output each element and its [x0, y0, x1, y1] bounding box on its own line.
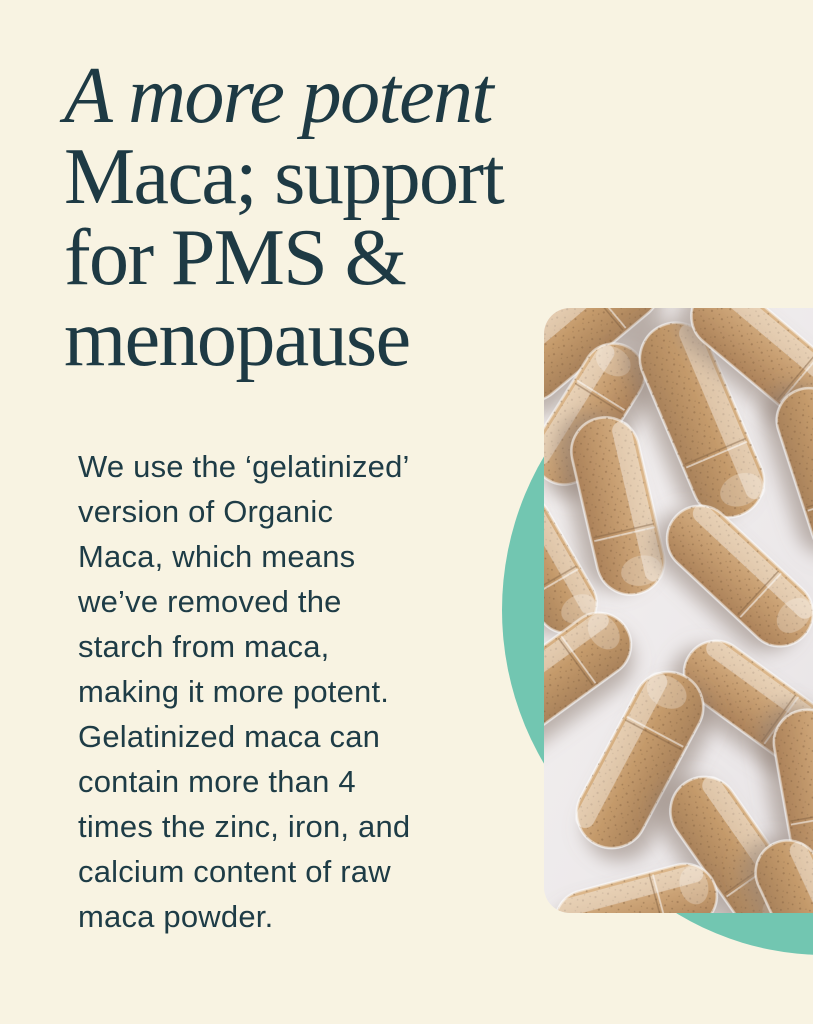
maca-capsules-photo [544, 308, 813, 913]
body-line: Maca, which means [78, 539, 356, 574]
body-line: We use the ‘gelatinized’ [78, 449, 410, 484]
body-line: starch from maca, [78, 629, 330, 664]
headline-line-3: for PMS & [64, 214, 406, 302]
body-line: maca powder. [78, 899, 274, 934]
body-paragraph [78, 444, 498, 939]
headline-italic-text: A more potent [64, 52, 493, 140]
body-line: version of Organic [78, 494, 334, 529]
headline-line-1 [64, 52, 503, 140]
body-line: calcium content of raw [78, 854, 391, 889]
body-line: times the zinc, iron, and [78, 809, 411, 844]
headline [64, 52, 504, 383]
capsules-illustration [544, 308, 813, 913]
headline-line-2: Maca; support [64, 133, 504, 221]
body-line: we’ve removed the [78, 584, 342, 619]
body-line: making it more potent. [78, 674, 390, 709]
headline-line-4: menopause [64, 295, 410, 383]
body-line: Gelatinized maca can [78, 719, 381, 754]
body-line: contain more than 4 [78, 764, 356, 799]
